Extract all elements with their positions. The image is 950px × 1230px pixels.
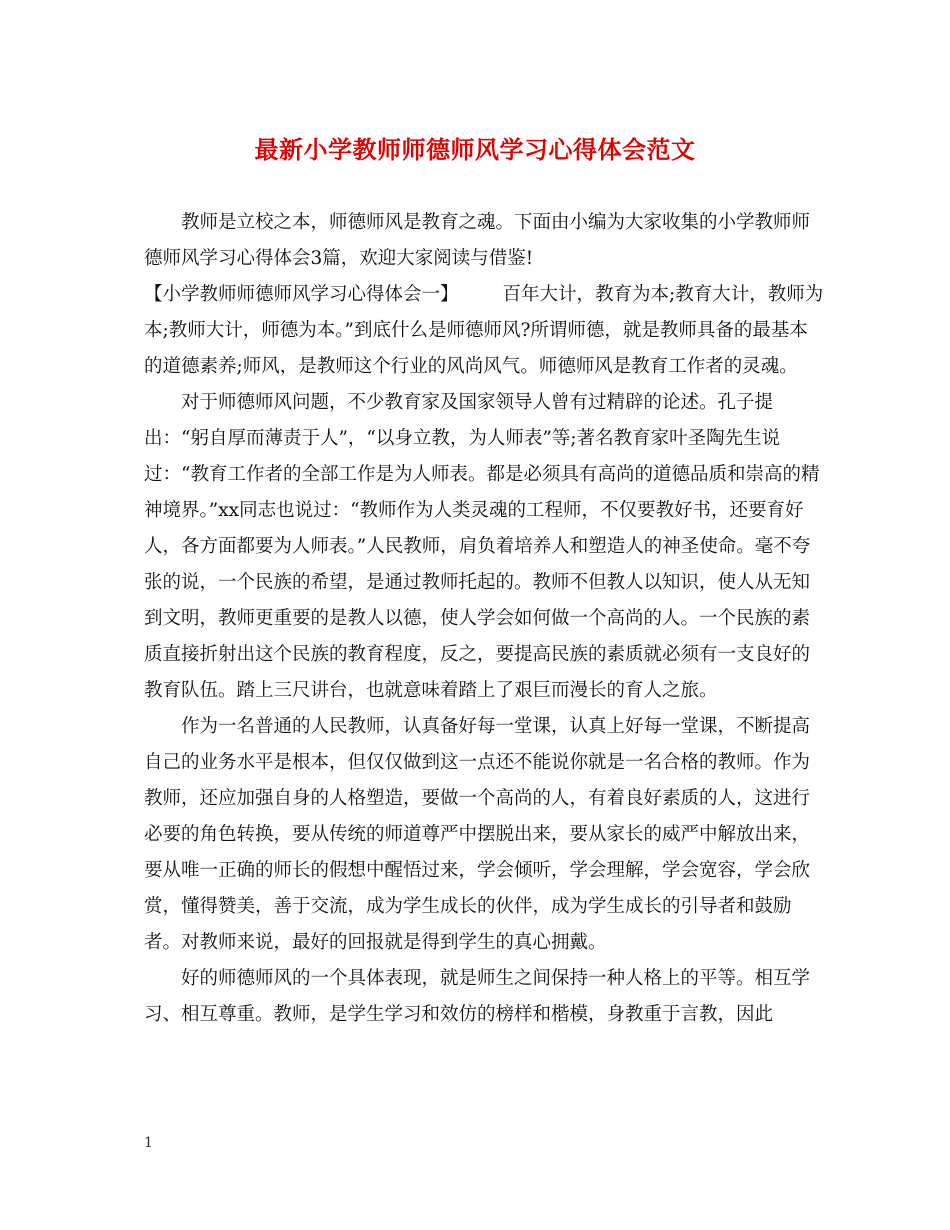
intro-paragraph: 教师是立校之本，师德师风是教育之魂。下面由小编为大家收集的小学教师师德师风学习心得体会3篇，欢迎大家阅读与借鉴! — [144, 212, 811, 269]
page-number: 1 — [144, 1135, 153, 1151]
section-first-paragraph-text: 百年大计，教育为本;教育大计，教师为本;教师大计，师德为本。”到底什么是师德师风?所谓师德，就是教师具备的最基本的道德素养;师风，是教师这个行业的风尚风气。师德师风是教育工作者的灵魂。 — [144, 284, 824, 377]
section-one-paragraph — [144, 277, 824, 385]
section-heading: 【小学教师师德师风学习心得体会一】 — [144, 284, 459, 305]
document-title: 最新小学教师师德师风学习心得体会范文 — [254, 135, 696, 164]
body-paragraph: 好的师德师风的一个具体表现，就是师生之间保持一种人格上的平等。相互学习、相互尊重。教师，是学生学习和效仿的榜样和楷模，身教重于言教，因此 — [144, 968, 811, 1025]
body-paragraph: 作为一名普通的人民教师，认真备好每一堂课，认真上好每一堂课，不断提高自己的业务水平是根本，但仅仅做到这一点还不能说你就是一名合格的教师。作为教师，还应加强自身的人格塑造，要做一个高尚的人，有着良好素质的人，这进行必要的角色转换，要从传统的师道尊严中摆脱出来，要从家长的威严中解放出来，要从唯一正确的师长的假想中醒悟过来，学会倾听，学会理解，学会宽容，学会欣赏，懂得赞美，善于交流，成为学生成长的伙伴，成为学生成长的引导者和鼓励者。对教师来说，最好的回报就是得到学生的真心拥戴。 — [144, 716, 811, 953]
body-paragraph: 对于师德师风问题，不少教育家及国家领导人曾有过精辟的论述。孔子提出：“躬自厚而薄责于人”，“以身立教，为人师表”等;著名教育家叶圣陶先生说过：“教育工作者的全部工作是为人师表。都是必须具有高尚的道德品质和崇高的精神境界。”xx同志也说过：“教师作为人类灵魂的工程师，不仅要教好书，还要育好人，各方面都要为人师表。”人民教师，肩负着培养人和塑造人的神圣使命。毫不夸张的说，一个民族的希望，是通过教师托起的。教师不但教人以知识，使人从无知到文明，教师更重要的是教人以德，使人学会如何做一个高尚的人。一个民族的素质直接折射出这个民族的教育程度，反之，要提高民族的素质就必须有一支良好的教育队伍。踏上三尺讲台，也就意味着踏上了艰巨而漫长的育人之旅。 — [144, 392, 820, 701]
document-body — [144, 205, 824, 1033]
